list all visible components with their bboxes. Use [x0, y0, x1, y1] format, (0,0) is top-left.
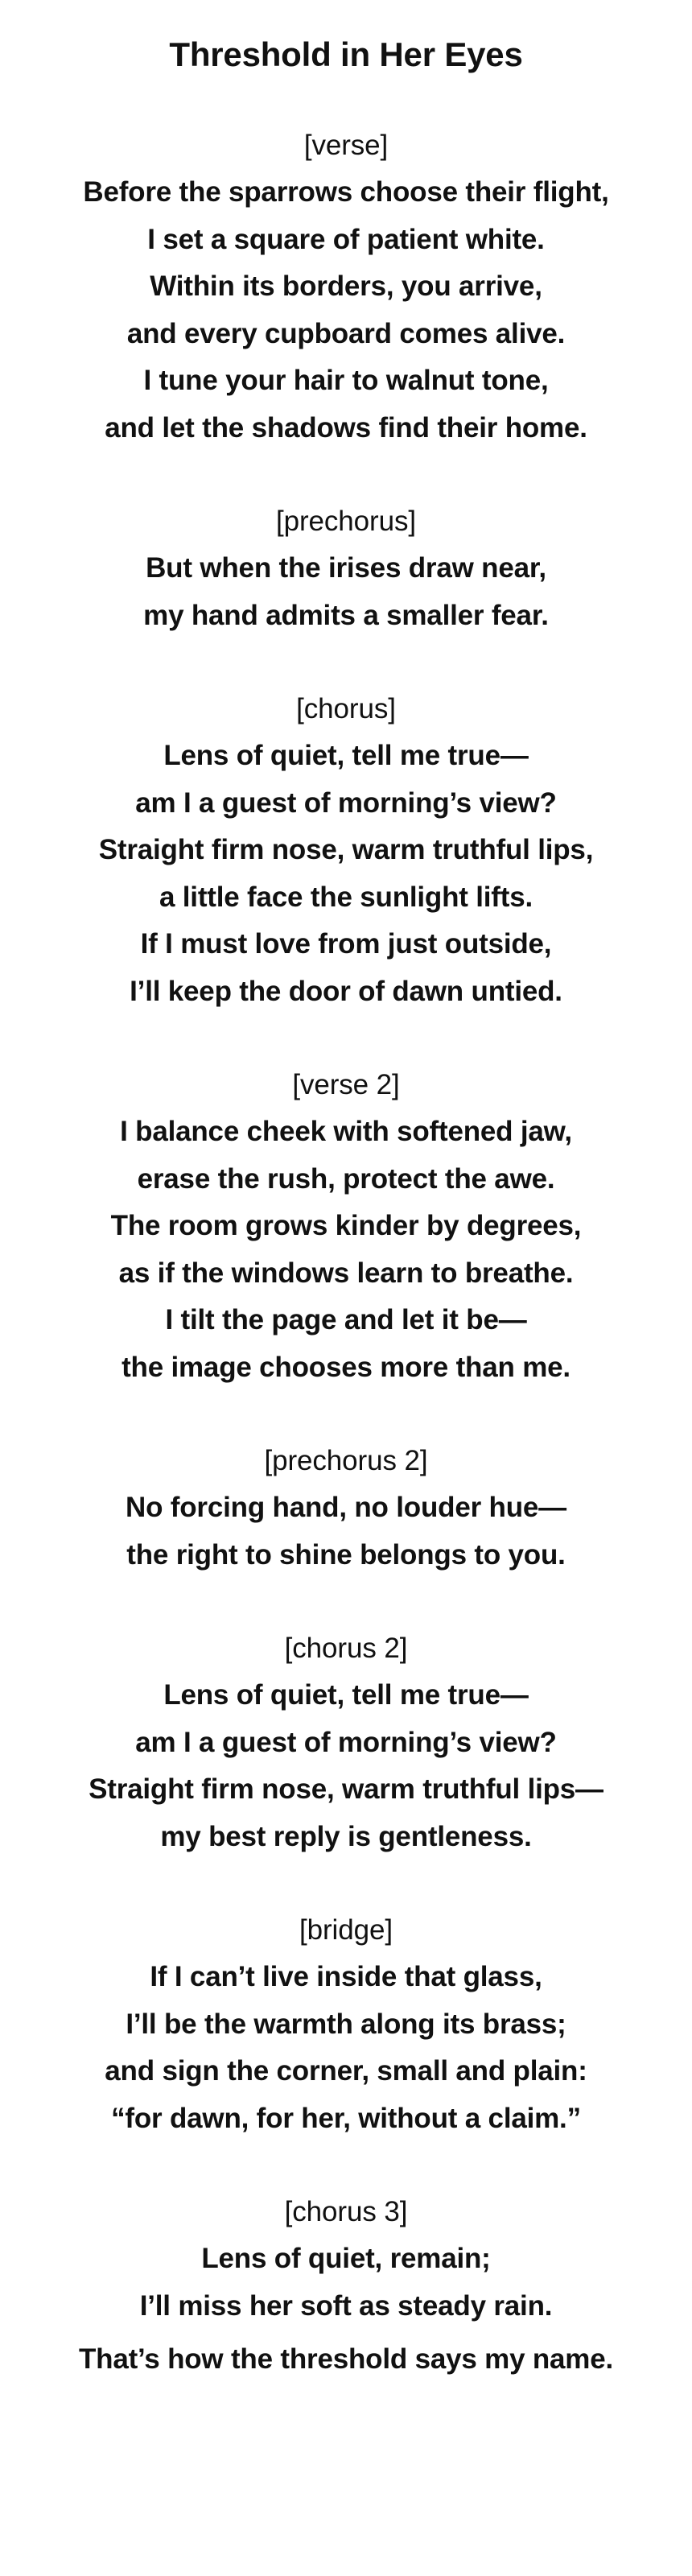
stanza-chorus-2	[0, 1625, 692, 1860]
lyric-line: my best reply is gentleness.	[160, 1820, 532, 1852]
lyric-line: and every cupboard comes alive.	[126, 317, 566, 349]
lyric-line: am I a guest of morning’s view?	[135, 786, 557, 819]
lyric-line: I’ll be the warmth along its brass;	[126, 2008, 566, 2040]
lyric-line: erase the rush, protect the awe.	[137, 1162, 555, 1195]
lyric-line: as if the windows learn to breathe.	[118, 1257, 574, 1289]
lyric-line: No forcing hand, no louder hue—	[126, 1492, 566, 1523]
lyric-line: Lens of quiet, remain;	[201, 2243, 491, 2274]
song-title: Threshold in Her Eyes	[169, 35, 523, 73]
lyric-line: I set a square of patient white.	[147, 223, 545, 255]
stanza-chorus	[0, 686, 692, 1015]
lyric-line: I tilt the page and let it be—	[165, 1304, 527, 1335]
section-label: [prechorus 2]	[264, 1445, 428, 1476]
lyrics-body	[0, 122, 692, 2430]
stanza-chorus-3	[0, 2189, 692, 2384]
section-label: [verse]	[303, 130, 389, 161]
lyric-line: Straight firm nose, warm truthful lips,	[98, 834, 594, 865]
lyric-line: am I a guest of morning’s view?	[135, 1726, 557, 1758]
lyric-line: If I must love from just outside,	[140, 928, 552, 960]
lyric-line: “for dawn, for her, without a claim.”	[111, 2102, 581, 2134]
lyric-line: Within its borders, you arrive,	[150, 270, 542, 302]
lyric-line: If I can’t live inside that glass,	[150, 1961, 542, 1992]
lyric-line: But when the irises draw near,	[146, 552, 546, 584]
section-label: [prechorus]	[276, 506, 416, 537]
stanza-bridge	[0, 1907, 692, 2142]
section-label: [chorus]	[296, 693, 396, 724]
lyric-line: Straight firm nose, warm truthful lips—	[89, 1773, 603, 1805]
lyric-line: my hand admits a smaller fear.	[143, 599, 549, 631]
lyric-line: The room grows kinder by degrees,	[110, 1210, 582, 1241]
lyric-line: Lens of quiet, tell me true—	[163, 1679, 529, 1711]
lyric-line: and let the shadows find their home.	[105, 411, 587, 444]
stanza-prechorus-2	[0, 1438, 692, 1579]
lyric-line: the right to shine belongs to you.	[126, 1538, 566, 1571]
lyric-line: Lens of quiet, tell me true—	[163, 740, 529, 771]
lyric-line-final: That’s how the threshold says my name.	[78, 2343, 614, 2375]
stanza-verse-2	[0, 1062, 692, 1391]
section-label: [chorus 3]	[284, 2196, 408, 2227]
section-label: [bridge]	[299, 1914, 393, 1946]
lyric-line: and sign the corner, small and plain:	[105, 2055, 587, 2087]
lyric-line: I balance cheek with softened jaw,	[120, 1116, 572, 1147]
stanza-verse	[0, 122, 692, 452]
lyric-line: I’ll keep the door of dawn untied.	[130, 975, 562, 1007]
lyric-line: I tune your hair to walnut tone,	[143, 365, 549, 396]
lyric-line: a little face the sunlight lifts.	[159, 881, 533, 913]
stanza-prechorus	[0, 498, 692, 639]
lyric-line: the image chooses more than me.	[122, 1351, 570, 1383]
lyric-line: Before the sparrows choose their flight,	[83, 176, 609, 208]
lyric-line: I’ll miss her soft as steady rain.	[139, 2289, 553, 2322]
section-label: [chorus 2]	[284, 1633, 408, 1664]
section-label: [verse 2]	[292, 1069, 400, 1100]
